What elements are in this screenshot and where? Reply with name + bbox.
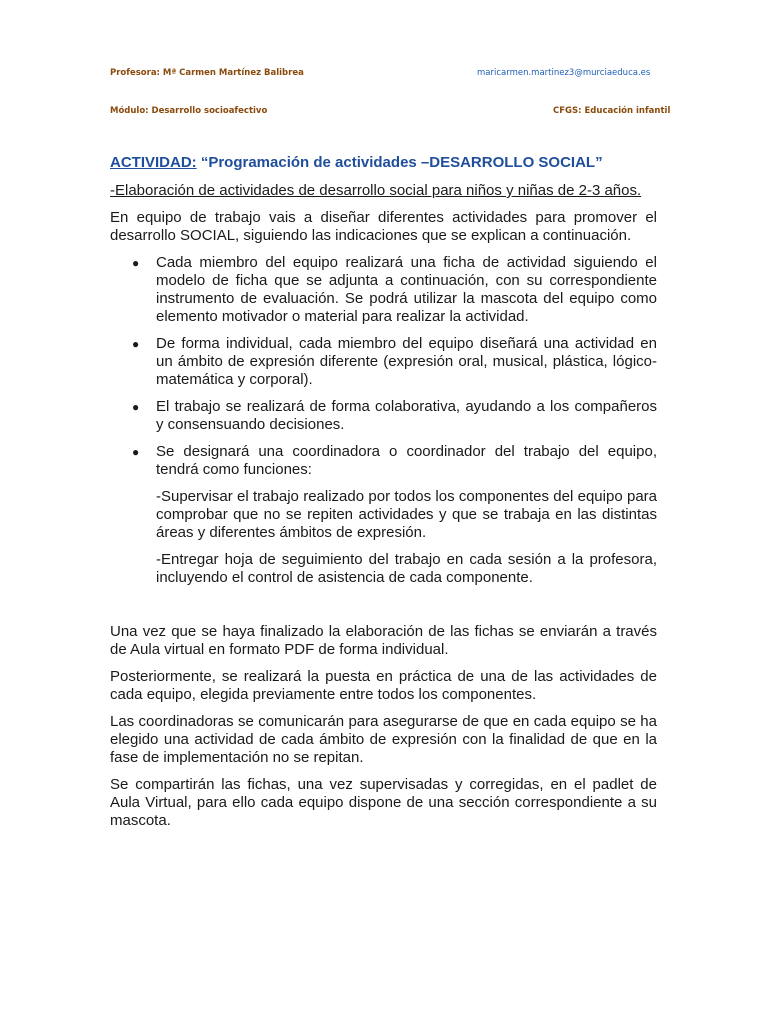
subtitle: -Elaboración de actividades de desarrollo social para niños y niñas de 2-3 años.	[110, 182, 642, 199]
list-item-text: El trabajo se realizará de forma colaborativa, ayudando a los compañeros y consensuando decisiones.	[156, 398, 657, 433]
coordinator-function: -Entregar hoja de seguimiento del trabajo en cada sesión a la profesora, incluyendo el control de asistencia de cada componente.	[156, 551, 657, 586]
header-teacher: Profesora: Mª Carmen Martínez Balibrea	[110, 68, 304, 78]
title-text: “Programación de actividades –DESARROLLO SOCIAL”	[196, 154, 603, 171]
title-label: ACTIVIDAD:	[110, 154, 197, 171]
list-item	[110, 443, 657, 479]
bullet-icon: ●	[132, 337, 140, 351]
instructions-list	[110, 254, 657, 479]
list-item-text: De forma individual, cada miembro del equipo diseñará una actividad en un ámbito de expresión diferente (expresión oral, musical, plástica, lógico-matemática y corporal).	[156, 335, 657, 388]
body-paragraph: Posteriormente, se realizará la puesta en práctica de una de las actividades de cada equipo, elegida previamente entre todos los componentes.	[110, 668, 657, 703]
page-title	[110, 154, 657, 172]
header-email: maricarmen.martinez3@murciaeduca.es	[477, 68, 651, 78]
bullet-icon: ●	[132, 256, 140, 270]
header-course: CFGS: Educación infantil	[553, 106, 671, 116]
list-item-text: Cada miembro del equipo realizará una ficha de actividad siguiendo el modelo de ficha que se adjunta a continuación, con su correspondiente instrumento de evaluación. Se podrá utilizar la mascota del equipo como elemento motivador o material para realizar la actividad.	[156, 254, 657, 325]
body-paragraph: Las coordinadoras se comunicarán para asegurarse de que en cada equipo se ha elegido una actividad de cada ámbito de expresión con la finalidad de que en la fase de implementación no se repitan.	[110, 713, 657, 766]
bullet-icon: ●	[132, 445, 140, 459]
intro-paragraph: En equipo de trabajo vais a diseñar diferentes actividades para promover el desarrollo SOCIAL, siguiendo las indicaciones que se explican a continuación.	[110, 209, 657, 244]
document-body	[110, 154, 657, 839]
list-item	[110, 254, 657, 326]
body-paragraph: Se compartirán las fichas, una vez supervisadas y corregidas, en el padlet de Aula Virtual, para ello cada equipo dispone de una sección correspondiente a su mascota.	[110, 776, 657, 829]
body-paragraph: Una vez que se haya finalizado la elaboración de las fichas se enviarán a través de Aula virtual en formato PDF de forma individual.	[110, 623, 657, 658]
bullet-icon: ●	[132, 400, 140, 414]
list-item	[110, 335, 657, 389]
list-item-text: Se designará una coordinadora o coordinador del trabajo del equipo, tendrá como funciones:	[156, 443, 657, 478]
header-module: Módulo: Desarrollo socioafectivo	[110, 106, 268, 116]
list-item	[110, 398, 657, 434]
coordinator-function: -Supervisar el trabajo realizado por todos los componentes del equipo para comprobar que no se repiten actividades y que se trabaja en las distintas áreas y diferentes ámbitos de expresión.	[156, 488, 657, 541]
